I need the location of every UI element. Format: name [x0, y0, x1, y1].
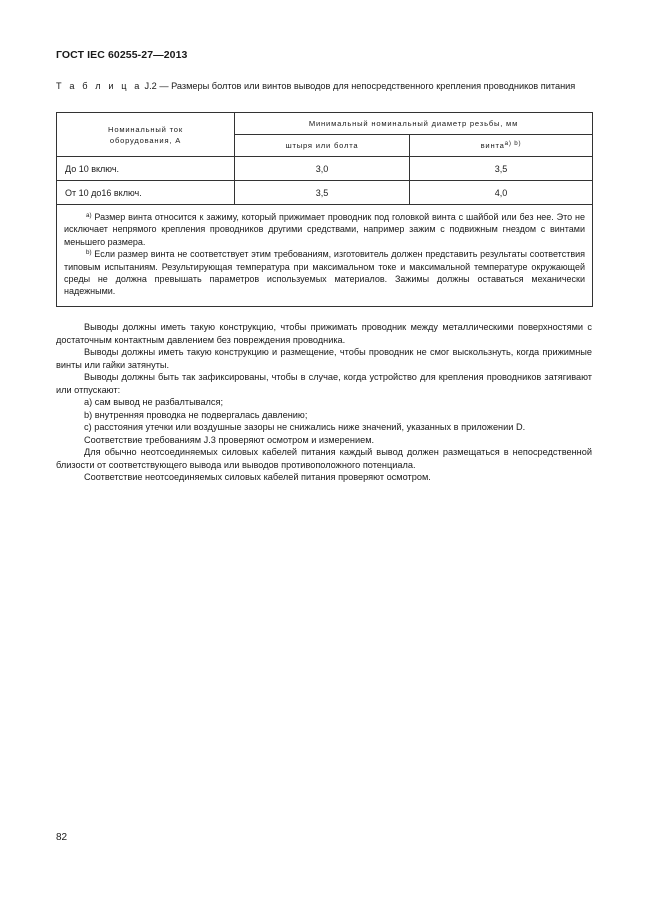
- list-item: b) внутренняя проводка не подвергалась давлению;: [84, 409, 308, 420]
- table-row: [57, 157, 593, 181]
- header-pin-bolt: штыря или болта: [235, 135, 410, 157]
- footnote-b-mark: b): [86, 249, 92, 257]
- list-item: а) сам вывод не разбалтывался;: [84, 397, 224, 407]
- page-number: 82: [56, 832, 68, 843]
- paragraph: Выводы должны иметь такую конструкцию, чтобы прижимать проводник между металлическими поверхностями с достаточным контактным давлением без повреждения проводника.: [56, 322, 592, 345]
- header-screw-footnote-marks: а) b): [504, 140, 522, 147]
- paragraph: Выводы должны быть так зафиксированы, чтобы в случае, когда устройство для крепления проводников затягивают или отпускают:: [56, 372, 592, 395]
- bolt-size-table: [56, 112, 593, 307]
- table-row: [57, 181, 593, 205]
- footnote-b-text: Если размер винта не соответствует этим требованиям, изготовитель должен представить результаты соответствия типовым испытаниям. Результирующая температура при максимальном токе и максимальной температуре окружающей среды не должна превышать параметров используемых материалов. Зажимы должны оставаться механически надежными.: [64, 249, 585, 297]
- header-min-diameter: Минимальный номинальный диаметр резьбы, мм: [235, 113, 593, 135]
- row-screw-value: 3,5: [410, 157, 593, 181]
- footnote-a: [64, 211, 585, 248]
- document-header: ГОСТ IEC 60255-27—2013: [56, 49, 188, 61]
- body-text: [56, 321, 592, 484]
- paragraph: Соответствие требованиям J.3 проверяют осмотром и измерением.: [84, 434, 375, 445]
- table-caption-title: J.2 — Размеры болтов или винтов выводов для непосредственного крепления проводников питания: [141, 81, 576, 91]
- paragraph: Соответствие неотсоединяемых силовых кабелей питания проверяют осмотром.: [84, 472, 431, 482]
- footnote-a-text: Размер винта относится к зажиму, который прижимает проводник под головкой винта с шайбой или без нее. Это не исключает непрямого крепления проводников другими средствами, например зажим с подвижным гнездом с винтами меньшего размера.: [64, 212, 585, 247]
- table-caption: [56, 80, 592, 93]
- row-current-value: От 10 до16 включ.: [57, 181, 235, 205]
- row-pin-value: 3,5: [235, 181, 410, 205]
- header-screw: [410, 135, 593, 157]
- header-rated-current: [57, 113, 235, 157]
- header-screw-label: винта: [480, 141, 505, 150]
- paragraph: Выводы должны иметь такую конструкцию и размещение, чтобы проводник не смог выскользнуть, когда прижимные винты или гайки затянуты.: [56, 347, 592, 370]
- table-caption-label: Т а б л и ц а: [56, 81, 142, 91]
- row-pin-value: 3,0: [235, 157, 410, 181]
- row-screw-value: 4,0: [410, 181, 593, 205]
- header-rated-current-line2: оборудования, А: [109, 135, 182, 145]
- header-rated-current-line1: Номинальный ток: [108, 124, 183, 134]
- table-footnotes: [57, 205, 593, 307]
- footnote-b: [64, 248, 585, 298]
- list-item: с) расстояния утечки или воздушные зазоры не снижались ниже значений, указанных в приложении D.: [84, 422, 526, 432]
- paragraph: Для обычно неотсоединяемых силовых кабелей питания каждый вывод должен размещаться в непосредственной близости от соответствующего вывода или выводов противоположного потенциала.: [56, 447, 592, 470]
- row-current-value: До 10 включ.: [57, 157, 235, 181]
- footnote-a-mark: а): [86, 212, 92, 219]
